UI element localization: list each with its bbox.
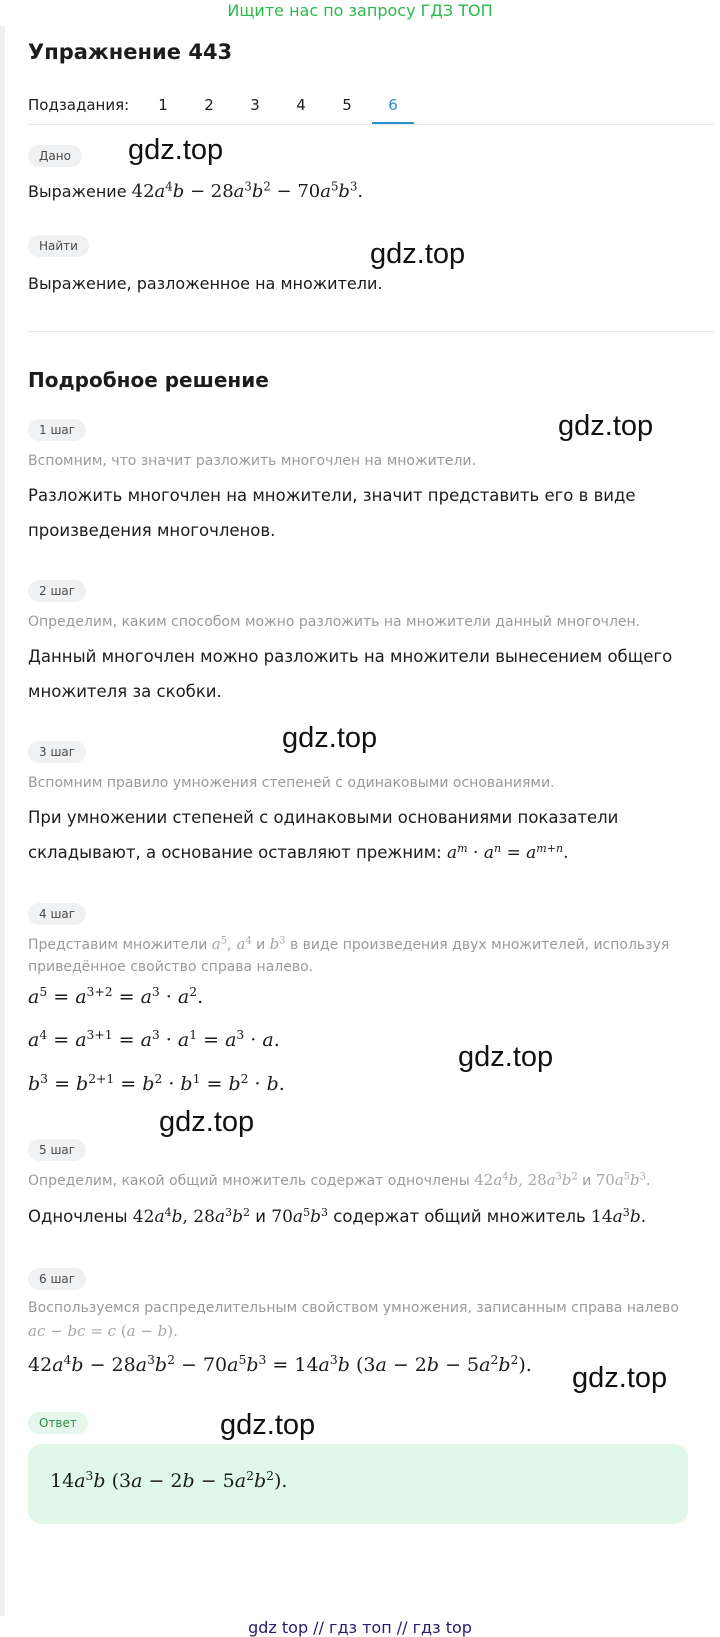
step1-hint: Вспомним, что значит разложить многочлен на множители.	[28, 453, 476, 469]
step1-line2: произведения многочленов.	[28, 521, 276, 540]
tab-subtask-2[interactable]: 2	[204, 96, 214, 114]
step5-hint-math1: $42a^4b$, $28a^3b^2$	[474, 1171, 578, 1189]
answer-pill: Ответ	[28, 1412, 88, 1434]
step4-formula1: $a^5 = a^{3+2} = a^3 \cdot a^2$.	[28, 985, 204, 1008]
step5-line-math3: $14a^3b$.	[591, 1205, 647, 1227]
watermark: gdz.top	[220, 1409, 316, 1441]
subtasks-label: Подзадания:	[28, 96, 130, 114]
step5-hint-text: Определим, какой общий множитель содержат одночлены	[28, 1173, 470, 1189]
answer-box	[28, 1444, 688, 1524]
tab-subtask-5[interactable]: 5	[342, 96, 352, 114]
find-pill: Найти	[28, 235, 89, 257]
tab-subtask-6[interactable]: 6	[372, 92, 414, 124]
step4-formula3: $b^3 = b^{2+1} = b^2 \cdot b^1 = b^2 \cdot b$.	[28, 1072, 285, 1095]
step2-line1: Данный многочлен можно разложить на множители вынесением общего	[28, 647, 673, 666]
step4-hint-c: в виде произведения двух множителей, используя	[289, 937, 670, 953]
step5-line-math1: $42a^4b$, $28a^3b^2$	[132, 1205, 251, 1227]
step1-pill: 1 шаг	[28, 419, 86, 441]
step5-hint-math2: $70a^5b^3$.	[595, 1171, 651, 1189]
step4-pill: 4 шаг	[28, 903, 86, 925]
step6-hint: Воспользуемся распределительным свойством умножения, записанным справа налево	[28, 1300, 679, 1316]
watermark: gdz.top	[558, 410, 654, 442]
watermark: gdz.top	[128, 134, 224, 166]
step4-hint-b: и	[256, 937, 266, 953]
step5-line-a: Одночлены	[28, 1207, 128, 1226]
step4-hint-a: Представим множители	[28, 937, 208, 953]
step5-hint	[28, 1171, 651, 1189]
watermark: gdz.top	[370, 238, 466, 270]
step5-line	[28, 1200, 646, 1234]
step3-pill: 3 шаг	[28, 741, 86, 763]
watermark: gdz.top	[159, 1106, 255, 1138]
step2-hint: Определим, каким способом можно разложить на множители данный многочлен.	[28, 614, 641, 630]
step5-line-math2: $70a^5b^3$	[271, 1205, 329, 1227]
top-banner[interactable]: Ищите нас по запросу ГДЗ ТОП	[227, 1, 493, 20]
step4-hint	[28, 935, 669, 953]
step5-line-b: и	[255, 1207, 267, 1226]
step5-hint-and: и	[582, 1173, 592, 1189]
section-divider	[28, 331, 714, 332]
given-text	[28, 181, 363, 202]
step4-hint-math1: $a^5$, $a^4$	[211, 935, 252, 953]
step3-line2	[28, 836, 569, 870]
left-rule	[0, 26, 5, 1616]
exercise-card	[6, 26, 720, 1616]
subtasks-nav	[28, 84, 714, 125]
exercise-title: Упражнение 443	[28, 40, 233, 64]
step6-formula: $42a^4b - 28a^3b^2 - 70a^5b^3 = 14a^3b$ $(3a - 2b - 5a^2b^2)$.	[28, 1353, 532, 1376]
watermark: gdz.top	[572, 1362, 668, 1394]
tab-subtask-4[interactable]: 4	[296, 96, 306, 114]
step3-hint: Вспомним правило умножения степеней с одинаковыми основаниями.	[28, 775, 555, 791]
step3-line2-text: складывают, а основание оставляют прежним:	[28, 843, 442, 862]
step4-hint2: приведённое свойство справа налево.	[28, 959, 314, 975]
answer-formula: $14a^3b$ $(3a - 2b - 5a^2b^2)$.	[50, 1469, 288, 1492]
step2-line2: множителя за скобки.	[28, 682, 222, 701]
step3-line1: При умножении степеней с одинаковыми основаниями показатели	[28, 808, 619, 827]
step5-line-c: содержат общий множитель	[333, 1207, 586, 1226]
step6-pill: 6 шаг	[28, 1268, 86, 1290]
step5-pill: 5 шаг	[28, 1139, 86, 1161]
watermark: gdz.top	[282, 722, 378, 754]
step1-line1: Разложить многочлен на множители, значит представить его в виде	[28, 486, 636, 505]
given-label: Выражение	[28, 182, 127, 201]
step4-formula2: $a^4 = a^{3+1} = a^3 \cdot a^1 = a^3 \cdot a$.	[28, 1028, 280, 1051]
solution-title: Подробное решение	[28, 368, 269, 392]
tab-subtask-3[interactable]: 3	[250, 96, 260, 114]
given-pill: Дано	[28, 145, 82, 167]
step2-pill: 2 шаг	[28, 580, 86, 602]
find-text: Выражение, разложенное на множители.	[28, 274, 383, 293]
step4-hint-math2: $b^3$	[269, 935, 286, 953]
given-expression: $42a^4b - 28a^3b^2 - 70a^5b^3$.	[131, 179, 364, 202]
step3-formula: $a^m \cdot a^n = a^{m+n}$.	[446, 841, 569, 863]
watermark: gdz.top	[458, 1041, 554, 1073]
step6-hint-formula: ac − bc = c (a − b).	[28, 1322, 178, 1340]
tab-subtask-1[interactable]: 1	[158, 96, 168, 114]
footer-links[interactable]: gdz top // гдз топ // гдз top	[248, 1618, 472, 1637]
